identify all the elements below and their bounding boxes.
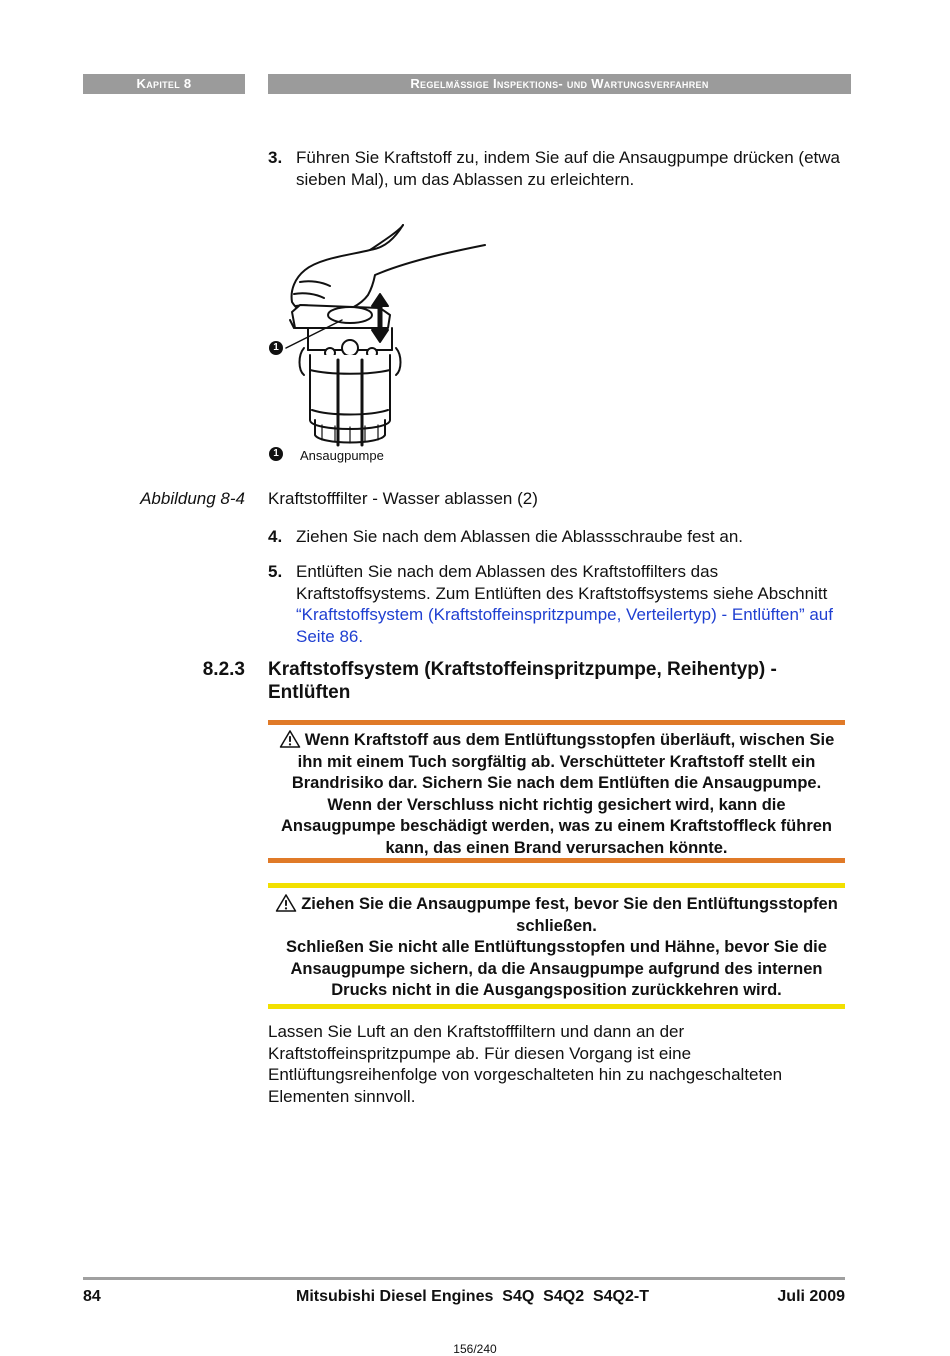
caution-line-1 (274, 894, 839, 937)
step-number: 5. (268, 562, 283, 581)
step-text: Ziehen Sie nach dem Ablassen die Ablassschraube fest an. (296, 527, 744, 546)
callout-1: 1 (269, 341, 283, 355)
step-4 (268, 526, 848, 548)
caution-text-1: Ziehen Sie die Ansaugpumpe fest, bevor Sie den Entlüftungsstopfen schließen. (301, 895, 838, 935)
step-number: 4. (268, 527, 283, 546)
figure-caption-label: Abbildung 8-4 (140, 489, 245, 508)
step-number: 3. (268, 148, 283, 167)
warning-triangle-icon (279, 730, 301, 748)
footer-page-number: 84 (83, 1288, 101, 1305)
warning-text: Wenn Kraftstoff aus dem Entlüftungsstopfen überläuft, wischen Sie ihn mit einem Tuch sorgfältig ab. Verschütteter Kraftstoff stellt ein Brandrisiko dar. Sichern Sie nach dem Entlüften die Ansaugpumpe. Wenn der Verschluss nicht richtig gesichert wird, kann die Ansaugpumpe beschädigt werden, was zu einem Kraftstoffleck führen kann, das einen Brand verursachen könnte. (280, 731, 835, 857)
warning-triangle-icon (275, 894, 297, 912)
figure-caption-text: Kraftstofffilter - Wasser ablassen (2) (268, 489, 538, 508)
chapter-header: Kapitel 8 (83, 74, 245, 94)
cross-reference-link[interactable]: “Kraftstoffsystem (Kraftstoffeinspritzpumpe, Verteilertyp) - Entlüften” auf Seite 86. (296, 605, 833, 646)
footer-title: Mitsubishi Diesel Engines S4Q S4Q2 S4Q2-T (296, 1288, 649, 1305)
caution-line-2: Schließen Sie nicht alle Entlüftungsstopfen und Hähne, bevor Sie die Ansaugpumpe sichern, da die Ansaugpumpe aufgrund des internen Drucks nicht in die Ausgangsposition zurückkehren wird. (286, 938, 827, 999)
fuel-filter-illustration (260, 220, 500, 455)
step-5 (268, 561, 848, 647)
body-paragraph: Lassen Sie Luft an den Kraftstofffiltern und dann an der Kraftstoffeinspritzpumpe ab. Für diesen Vorgang ist eine Entlüftungsreihenfolge von vorgeschalteten hin zu nachgeschalteten Elementen sinnvoll. (268, 1022, 783, 1106)
legend-callout-1: 1 (269, 447, 283, 461)
step-text-body: Entlüften Sie nach dem Ablassen des Kraftstoffilters das Kraftstoffsystems. Zum Entlüften des Kraftstoffsystems siehe Abschnitt (296, 562, 828, 603)
footer-date: Juli 2009 (777, 1288, 845, 1305)
footer-rule (83, 1277, 845, 1280)
section-number: 8.2.3 (202, 659, 245, 680)
legend-label: Ansaugpumpe (300, 448, 384, 463)
page-counter: 156/240 (453, 1342, 497, 1356)
warning-box (268, 720, 845, 863)
section-header: Regelmäßige Inspektions- und Wartungsverfahren (268, 74, 851, 94)
step-text: Führen Sie Kraftstoff zu, indem Sie auf die Ansaugpumpe drücken (etwa sieben Mal), um das Ablassen zu erleichtern. (296, 148, 840, 189)
step-3 (268, 147, 848, 190)
step-text (296, 561, 848, 647)
caution-box (268, 883, 845, 1009)
section-title: Kraftstoffsystem (Kraftstoffeinspritzpumpe, Reihentyp) - Entlüften (268, 659, 777, 703)
